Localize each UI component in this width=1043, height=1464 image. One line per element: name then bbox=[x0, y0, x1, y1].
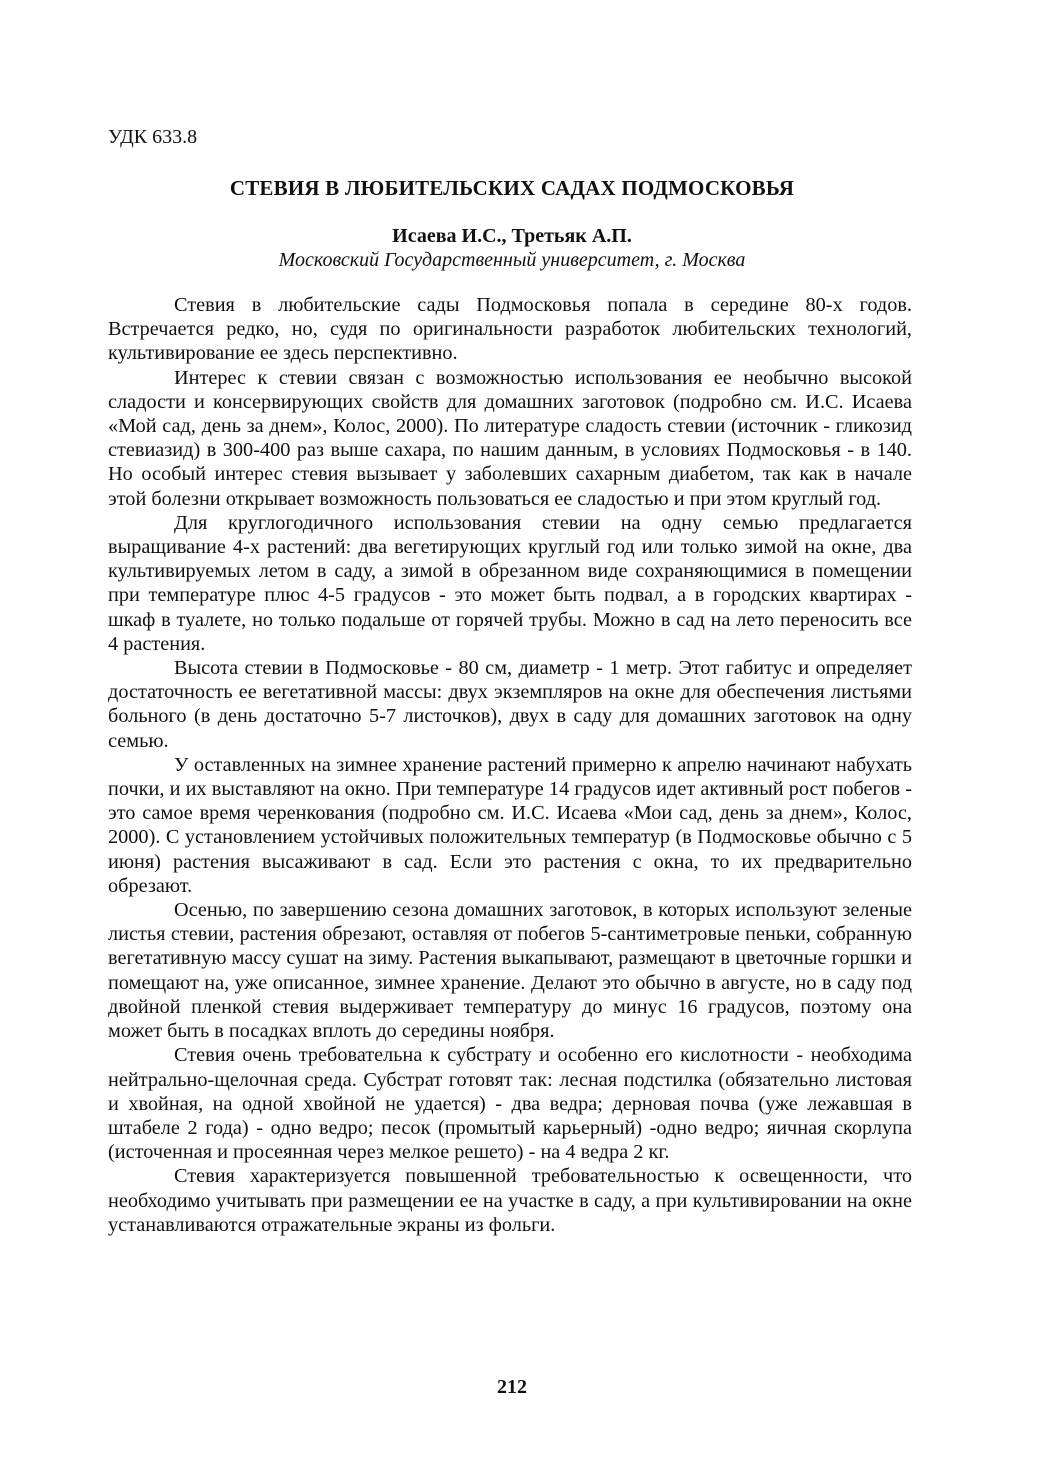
paragraph: Осенью, по завершению сезона домашних заготовок, в которых используют зеленые листья стевии, растения обрезают, оставляя от побегов 5-сантиметровые пеньки, собранную вегетативную массу сушат на зиму. Растения выкапывают, размещают в цветочные горшки и помещают на, уже описанное, зимнее хранение. Делают это обычно в августе, но в саду под двойной пленкой стевия выдерживает температуру до минус 16 градусов, поэтому она может быть в посадках вплоть до середины ноября. bbox=[108, 899, 912, 1043]
paragraph: Стевия очень требовательна к субстрату и особенно его кислотности - необходима нейтрально-щелочная среда. Субстрат готовят так: лесная подстилка (обязательно листовая и хвойная, на одной хвойной не удается) - два ведра; дерновая почва (уже лежавшая в штабеле 2 года) - одно ведро; песок (промытый карьерный) -одно ведро; яичная скорлупа (источенная и просеянная через мелкое решето) - на 4 ведра 2 кг. bbox=[108, 1044, 912, 1164]
paragraph: Стевия характеризуется повышенной требовательностью к освещенности, что необходимо учитывать при размещении ее на участке в саду, а при культивировании на окне устанавливаются отражательные экраны из фольги. bbox=[108, 1165, 912, 1236]
paragraph: Для круглогодичного использования стевии на одну семью предлагается выращивание 4-х растений: два вегетирующих круглый год или только зимой на окне, два культивируемых летом в саду, а зимой в обрезанном виде сохраняющимися в помещении при температуре плюс 4-5 градусов - это может быть подвал, а в городских квартирах - шкаф в туалете, но только подальше от горячей трубы. Можно в сад на лето переносить все 4 растения. bbox=[108, 511, 912, 655]
paragraph: Интерес к стевии связан с возможностью использования ее необычно высокой сладости и консервирующих свойств для домашних заготовок (подробно см. И.С. Исаева «Мой сад, день за днем», Колос, 2000). По литературе сладость стевии (источник - гликозид стевиазид) в 300-400 раз выше сахара, по нашим данным, в условиях Подмосковья - в 140. Но особый интерес стевия вызывает у заболевших сахарным диабетом, так как в начале этой болезни открывает возможность пользоваться ее сладостью и при этом круглый год. bbox=[108, 366, 912, 510]
paragraph: Высота стевии в Подмосковье - 80 см, диаметр - 1 метр. Этот габитус и определяет достаточность ее вегетативной массы: двух экземпляров на окне для обеспечения листьями больного (в день достаточно 5-7 листочков), двух в саду для домашних заготовок на одну семью. bbox=[108, 657, 912, 752]
paragraph: Стевия в любительские сады Подмосковья попала в середине 80-х годов. Встречается редко, но, судя по оригинальности разработок любительских технологий, культивирование ее здесь перспективно. bbox=[108, 294, 912, 365]
article-body bbox=[108, 293, 912, 1237]
page-number: 212 bbox=[497, 1376, 527, 1398]
author-affiliation: Московский Государственный университет, г. Москва bbox=[278, 249, 746, 271]
paragraph: У оставленных на зимнее хранение растений примерно к апрелю начинают набухать почки, и их выставляют на окно. При температуре 14 градусов идет активный рост побегов - это самое время черенкования (подробно см. И.С. Исаева «Мои сад, день за днем», Колос, 2000). С установлением устойчивых положительных температур (в Подмосковье обычно с 5 июня) растения высаживают в сад. Если это растения с окна, то их предварительно обрезают. bbox=[108, 753, 912, 897]
article-authors: Исаева И.С., Третьяк А.П. bbox=[392, 225, 632, 247]
udk-code: УДК 633.8 bbox=[108, 126, 198, 148]
article-title: СТЕВИЯ В ЛЮБИТЕЛЬСКИХ САДАХ ПОДМОСКОВЬЯ bbox=[229, 176, 795, 200]
